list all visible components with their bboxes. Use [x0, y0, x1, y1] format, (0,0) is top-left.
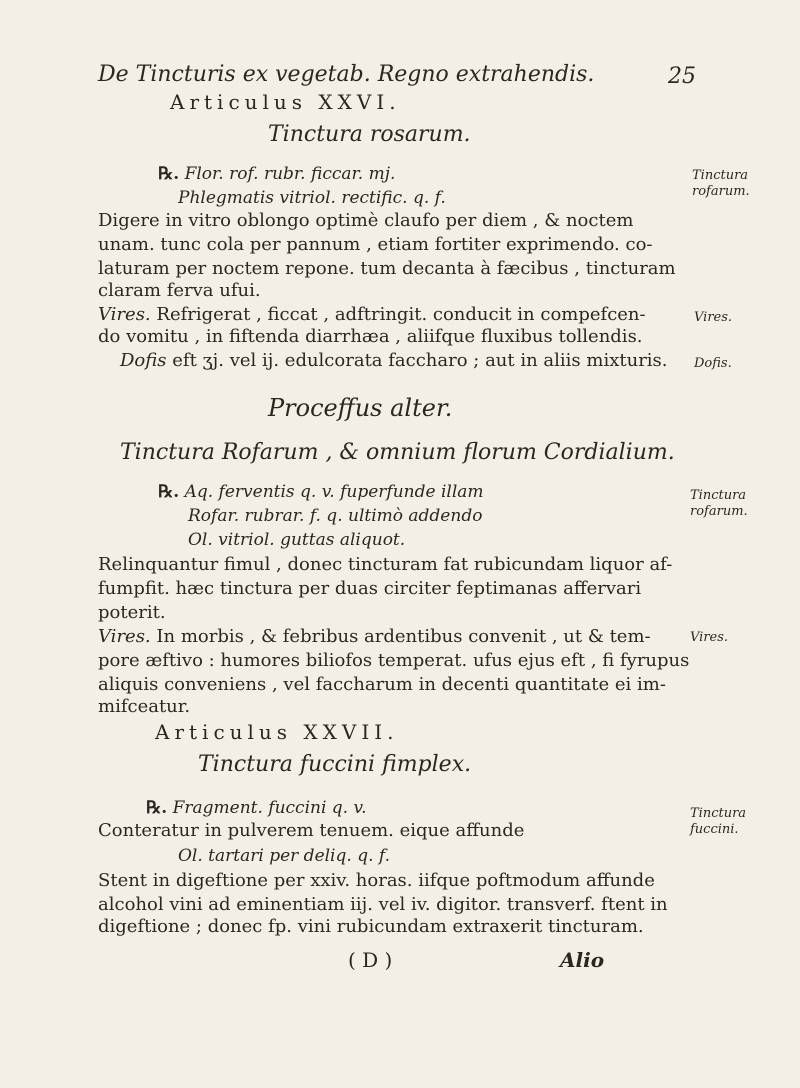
text-line: alcohol vini ad eminentiam iij. vel iv. digitor. transverf. ftent in: [98, 894, 668, 915]
margin-note: [690, 488, 748, 520]
text-line: aliquis conveniens , vel faccharum in decenti quantitate ei im-: [98, 674, 666, 695]
vires-text: Refrigerat , ficcat , adftringit. conducit in compefcen-: [156, 304, 646, 325]
article-title: Tinctura fuccini fimplex.: [198, 752, 472, 777]
margin-note-line: rofarum.: [692, 184, 750, 199]
text-line: unam. tunc cola per pannum , etiam fortiter exprimendo. co-: [98, 234, 653, 255]
running-header: De Tincturis ex vegetab. Regno extrahendis.: [98, 62, 595, 87]
text-line: laturam per noctem repone. tum decanta à fæcibus , tincturam: [98, 258, 676, 279]
page-number: 25: [668, 64, 696, 89]
vires-label: Vires.: [98, 304, 151, 325]
margin-note-line: Tinctura: [690, 488, 747, 503]
recipe-ingredient: Flor. rof. rubr. ficcar. mj.: [184, 164, 396, 184]
margin-note: [690, 806, 746, 838]
text-line: Stent in digeftione per xxiv. horas. iifque poftmodum affunde: [98, 870, 655, 891]
section-title: Tinctura Rofarum , & omnium florum Cordialium.: [120, 440, 675, 465]
vires-line: [98, 626, 651, 647]
recipe-line: Ol. vitriol. guttas aliquot.: [188, 530, 406, 550]
section-heading: Proceffus alter.: [268, 394, 453, 422]
text-line: claram ferva ufui.: [98, 280, 261, 301]
text-line: Digere in vitro oblongo optimè claufo per diem , & noctem: [98, 210, 634, 231]
recipe-symbol: ℞.: [146, 798, 168, 818]
text-line: digeftione ; donec fp. vini rubicundam extraxerit tincturam.: [98, 916, 644, 937]
catchword: Alio: [560, 948, 605, 972]
signature-mark: ( D ): [348, 948, 393, 972]
margin-note: Dofis.: [694, 356, 732, 371]
text-line: Relinquantur fimul , donec tincturam fat rubicundam liquor af-: [98, 554, 673, 575]
text-line: Conteratur in pulverem tenuem. eique affunde: [98, 820, 525, 841]
text-line: fumpfit. hæc tinctura per duas circiter feptimanas affervari: [98, 578, 642, 599]
margin-note: Vires.: [690, 630, 729, 645]
dosis-label: Dofis: [120, 350, 167, 371]
article-title: Tinctura rosarum.: [268, 122, 471, 147]
margin-note: [692, 168, 750, 200]
article-heading: Articulus XXVII.: [155, 720, 399, 744]
recipe-line: [158, 482, 484, 502]
recipe-line: Rofar. rubrar. f. q. ultimò addendo: [188, 506, 483, 526]
margin-note-line: Tinctura: [690, 806, 747, 821]
vires-label: Vires.: [98, 626, 151, 647]
recipe-line: [146, 798, 366, 818]
vires-line: [98, 304, 646, 325]
text-line: mifceatur.: [98, 696, 191, 717]
recipe-symbol: ℞.: [158, 164, 180, 184]
dosis-line: [120, 350, 668, 371]
recipe-symbol: ℞.: [158, 482, 180, 502]
article-heading: Articulus XXVI.: [170, 90, 401, 114]
margin-note-line: rofarum.: [690, 504, 748, 519]
vires-text: In morbis , & febribus ardentibus convenit , ut & tem-: [156, 626, 651, 647]
text-line: do vomitu , in fiftenda diarrhæa , aliifque fluxibus tollendis.: [98, 326, 643, 347]
margin-note: Vires.: [694, 310, 733, 325]
recipe-line: Ol. tartari per deliq. q. f.: [178, 846, 390, 866]
margin-note-line: fuccini.: [690, 822, 739, 837]
dosis-text: eft ʒj. vel ij. edulcorata faccharo ; aut in aliis mixturis.: [172, 350, 668, 371]
recipe-line: [158, 164, 395, 184]
recipe-ingredient: Fragment. fuccini q. v.: [172, 798, 367, 818]
text-line: poterit.: [98, 602, 166, 623]
text-line: pore æftivo : humores biliofos temperat. ufus ejus eft , fi fyrupus: [98, 650, 690, 671]
recipe-ingredient: Aq. ferventis q. v. fuperfunde illam: [184, 482, 484, 502]
recipe-line: Phlegmatis vitriol. rectific. q. f.: [178, 188, 446, 208]
margin-note-line: Tinctura: [692, 168, 749, 183]
